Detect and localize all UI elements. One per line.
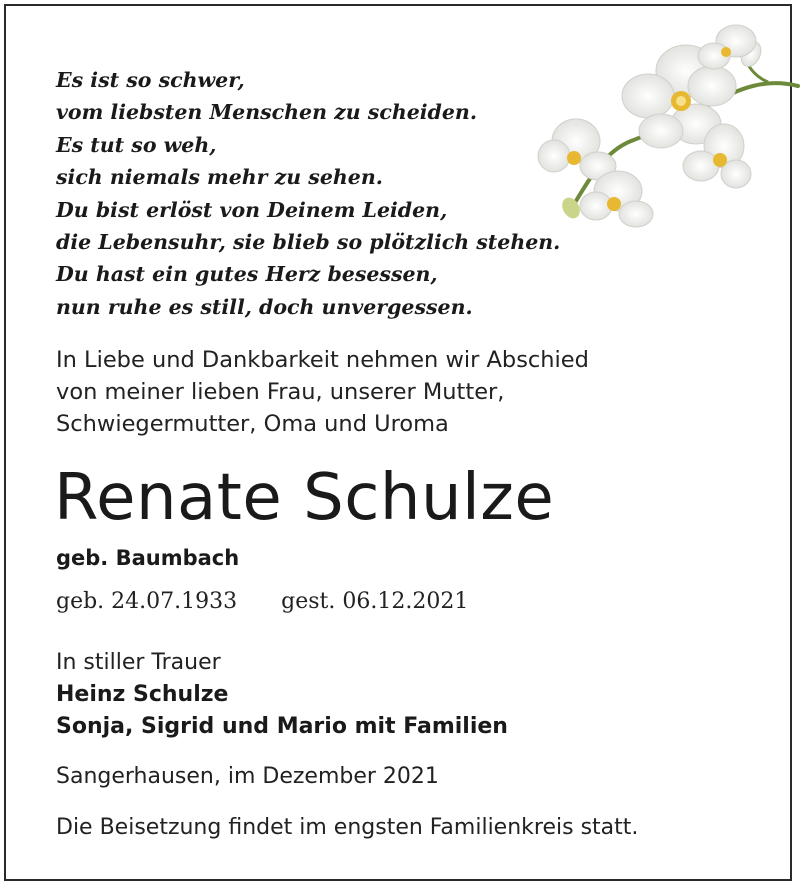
intro-line: von meiner lieben Frau, unserer Mutter,	[56, 379, 505, 405]
intro-line: In Liebe und Dankbarkeit nehmen wir Abschied	[56, 347, 589, 373]
orchid-icon	[536, 16, 800, 231]
life-dates	[56, 589, 468, 614]
death-date: gest. 06.12.2021	[281, 589, 469, 614]
maiden-name: geb. Baumbach	[56, 546, 240, 570]
mourners-intro: In stiller Trauer	[56, 650, 221, 675]
funeral-note: Die Beisetzung findet im engsten Familienkreis statt.	[56, 815, 639, 840]
mourners	[56, 647, 508, 743]
poem-line: Es tut so weh,	[56, 132, 217, 157]
place-date: Sangerhausen, im Dezember 2021	[56, 764, 439, 789]
deceased-name: Renate Schulze	[54, 461, 555, 535]
poem-line: nun ruhe es still, doch unvergessen.	[56, 294, 473, 319]
mourner-name: Heinz Schulze	[56, 682, 229, 707]
intro-line: Schwiegermutter, Oma und Uroma	[56, 411, 449, 437]
poem-line: Du bist erlöst von Deinem Leiden,	[56, 197, 448, 222]
poem-line: sich niemals mehr zu sehen.	[56, 165, 383, 190]
birth-date: geb. 24.07.1933	[56, 589, 238, 614]
poem	[56, 64, 560, 323]
obituary-frame	[4, 4, 792, 881]
poem-line: die Lebensuhr, sie blieb so plötzlich stehen.	[56, 230, 561, 255]
farewell-intro	[56, 344, 589, 440]
poem-line: Es ist so schwer,	[56, 68, 245, 92]
mourner-name: Sonja, Sigrid und Mario mit Familien	[56, 714, 508, 739]
poem-line: Du hast ein gutes Herz besessen,	[56, 262, 438, 287]
poem-line: vom liebsten Menschen zu scheiden.	[56, 100, 477, 125]
